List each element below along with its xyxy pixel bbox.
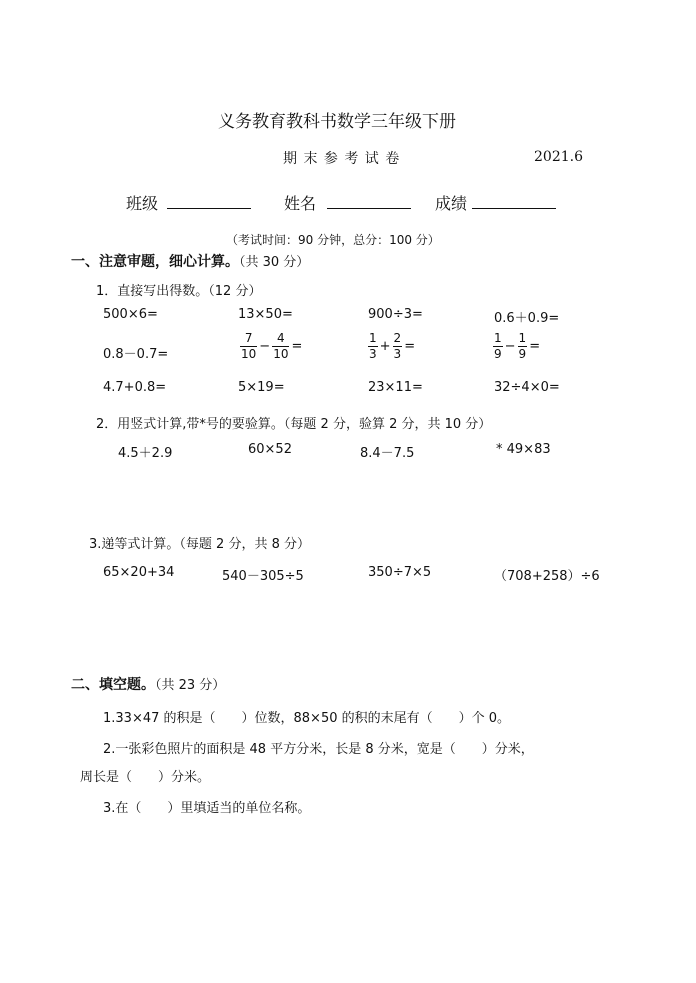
denominator: 3 (369, 347, 377, 361)
denominator: 3 (393, 347, 402, 361)
section2-points: （共 23 分） (155, 678, 226, 693)
numerator: 1 (494, 331, 502, 345)
equals: = (291, 339, 303, 354)
name-field[interactable] (284, 191, 411, 214)
exam-year: 2021.6 (534, 149, 583, 165)
section1-title: 一、注意审题，细心计算。 (71, 254, 239, 270)
class-blank[interactable] (167, 192, 251, 209)
fraction (518, 332, 528, 361)
exam-info: （考试时间：90 分钟，总分：100 分） (226, 233, 440, 247)
numerator: 4 (277, 331, 285, 345)
q1-r1-item1: 500×6= (103, 307, 158, 322)
exam-subtitle: 期 末 参 考 试 卷 (283, 151, 401, 167)
q1-r3-item1: 4.7+0.8= (103, 380, 167, 395)
document-title: 义务教育教科书数学三年级下册 (218, 112, 456, 132)
score-label: 成绩 (435, 194, 468, 213)
q1-r2-fraction-expr-1 (240, 332, 304, 361)
section2-title: 二、填空题。 (71, 677, 155, 693)
denominator: 10 (241, 347, 257, 361)
denominator: 10 (273, 347, 289, 361)
q3-item1: 65×20+34 (103, 565, 175, 580)
denominator: 9 (518, 347, 527, 361)
section2-heading (71, 674, 225, 694)
score-field[interactable] (435, 191, 556, 214)
section1-points: （共 30 分） (239, 255, 310, 270)
class-label: 班级 (126, 194, 159, 213)
fraction (272, 332, 289, 361)
equals: = (404, 339, 416, 354)
q1-r3-item3: 23×11= (368, 380, 423, 395)
fraction (493, 332, 503, 361)
q3-item4: （708+258）÷6 (494, 569, 600, 584)
operator: + (379, 339, 391, 354)
operator: − (504, 339, 516, 354)
denominator: 9 (494, 347, 502, 361)
q1-r3-item4: 32÷4×0= (494, 380, 560, 395)
q2-item4: * 49×83 (496, 442, 551, 457)
numerator: 2 (393, 331, 402, 345)
fill-blank-line-3: 周长是（ ）分米。 (80, 770, 211, 785)
fraction (240, 332, 257, 361)
q3-item3: 350÷7×5 (368, 565, 432, 580)
numerator: 1 (369, 331, 377, 345)
q2-item1: 4.5＋2.9 (118, 446, 173, 461)
q2-item3: 8.4－7.5 (360, 446, 415, 461)
operator: − (259, 339, 271, 354)
q3-title: 3.递等式计算。（每题 2 分，共 8 分） (89, 537, 310, 552)
q1-r3-item2: 5×19= (238, 380, 285, 395)
name-blank[interactable] (327, 192, 411, 209)
q2-item2: 60×52 (248, 442, 292, 457)
q1-r1-item4: 0.6＋0.9= (494, 311, 560, 326)
numerator: 1 (518, 331, 527, 345)
q2-title: 2．用竖式计算,带*号的要验算。（每题 2 分，验算 2 分，共 10 分） (96, 417, 492, 432)
q1-r2-fraction-expr-3 (493, 332, 542, 361)
class-field[interactable] (126, 191, 251, 214)
section1-heading (71, 251, 309, 271)
equals: = (529, 339, 541, 354)
fraction (368, 332, 378, 361)
numerator: 7 (244, 331, 253, 345)
q1-r2-fraction-expr-2 (368, 332, 417, 361)
q1-title: 1．直接写出得数。（12 分） (96, 284, 262, 299)
q1-r1-item2: 13×50= (238, 307, 293, 322)
q1-r2-item1: 0.8－0.7= (103, 347, 169, 362)
score-blank[interactable] (472, 192, 556, 209)
fill-blank-line-4: 3.在（ ）里填适当的单位名称。 (103, 801, 311, 816)
name-label: 姓名 (284, 194, 317, 213)
fill-blank-line-1: 1.33×47 的积是（ ）位数，88×50 的积的末尾有（ ）个 0。 (103, 711, 511, 726)
q3-item2: 540－305÷5 (222, 569, 304, 584)
fraction (393, 332, 403, 361)
fill-blank-line-2: 2.一张彩色照片的面积是 48 平方分米，长是 8 分米，宽是（ ）分米， (103, 742, 534, 757)
q1-r1-item3: 900÷3= (368, 307, 423, 322)
